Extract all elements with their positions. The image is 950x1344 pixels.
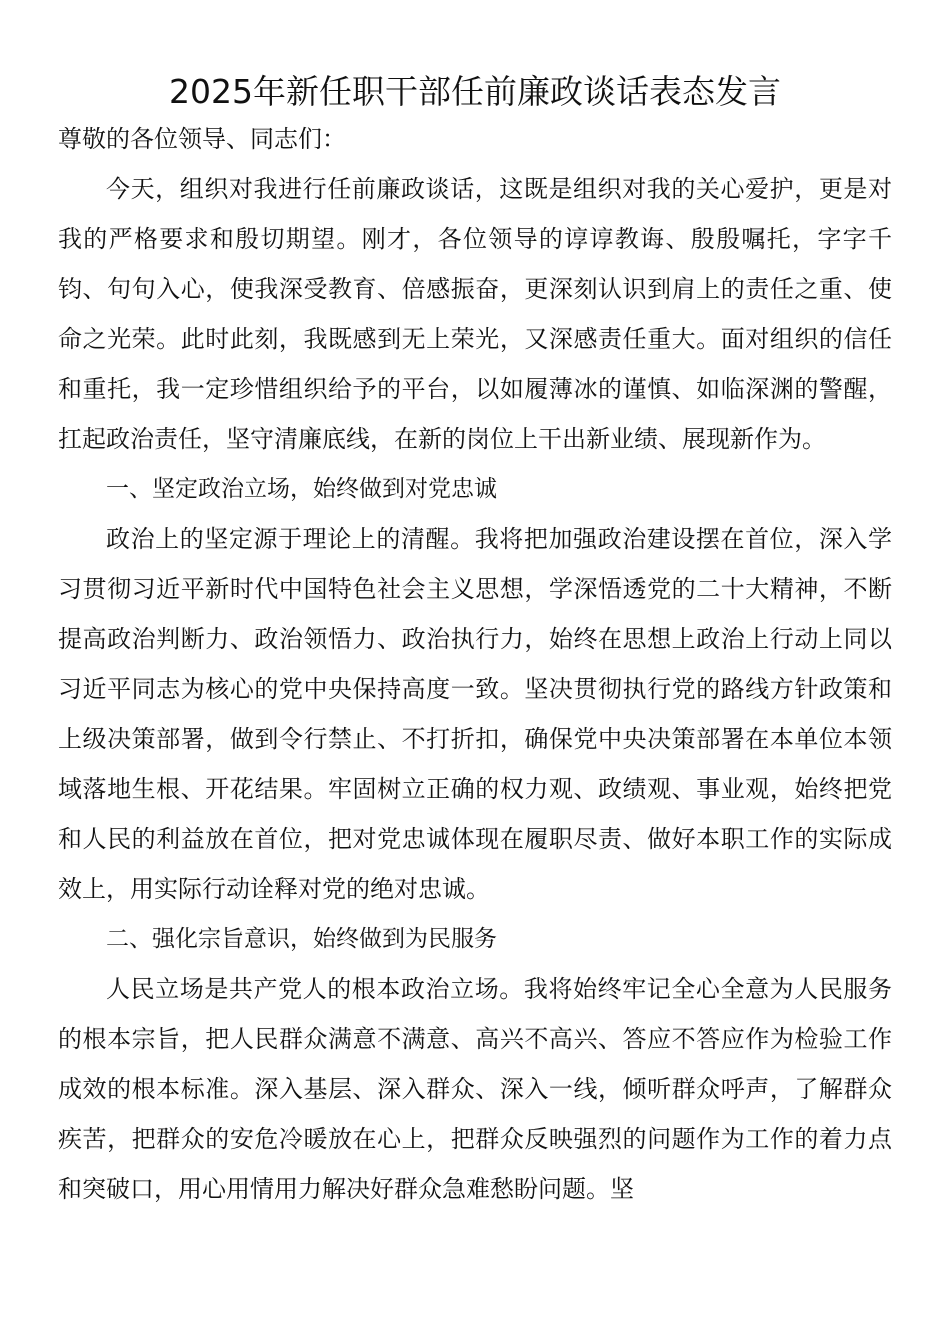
section-2-heading: 二、强化宗旨意识，始终做到为民服务 (106, 926, 497, 952)
document-title: 2025年新任职干部任前廉政谈话表态发言 (169, 72, 781, 111)
document-page (58, 0, 892, 1214)
intro-paragraph: 今天，组织对我进行任前廉政谈话，这既是组织对我的关心爱护，更是对我的严格要求和殷切期望。刚才，各位领导的谆谆教诲、殷殷嘱托，字字千钧、句句入心，使我深受教育、倍感振奋，更深刻认识到肩上的责任之重、使命之光荣。此时此刻，我既感到无上荣光，又深感责任重大。面对组织的信任和重托，我一定珍惜组织给予的平台，以如履薄冰的谨慎、如临深渊的警醒，扛起政治责任，坚守清廉底线，在新的岗位上干出新业绩、展现新作为。 (58, 175, 892, 453)
section-2-paragraph: 人民立场是共产党人的根本政治立场。我将始终牢记全心全意为人民服务的根本宗旨，把人民群众满意不满意、高兴不高兴、答应不答应作为检验工作成效的根本标准。深入基层、深入群众、深入一线，倾听群众呼声，了解群众疾苦，把群众的安危冷暖放在心上，把群众反映强烈的问题作为工作的着力点和突破口，用心用情用力解决好群众急难愁盼问题。坚 (58, 975, 892, 1203)
salutation: 尊敬的各位领导、同志们： (58, 125, 346, 153)
section-1-paragraph: 政治上的坚定源于理论上的清醒。我将把加强政治建设摆在首位，深入学习贯彻习近平新时代中国特色社会主义思想，学深悟透党的二十大精神，不断提高政治判断力、政治领悟力、政治执行力，始终在思想上政治上行动上同以习近平同志为核心的党中央保持高度一致。坚决贯彻执行党的路线方针政策和上级决策部署，做到令行禁止、不打折扣，确保党中央决策部署在本单位本领域落地生根、开花结果。牢固树立正确的权力观、政绩观、事业观，始终把党和人民的利益放在首位，把对党忠诚体现在履职尽责、做好本职工作的实际成效上，用实际行动诠释对党的绝对忠诚。 (58, 525, 892, 903)
section-1-heading: 一、坚定政治立场，始终做到对党忠诚 (106, 476, 497, 502)
